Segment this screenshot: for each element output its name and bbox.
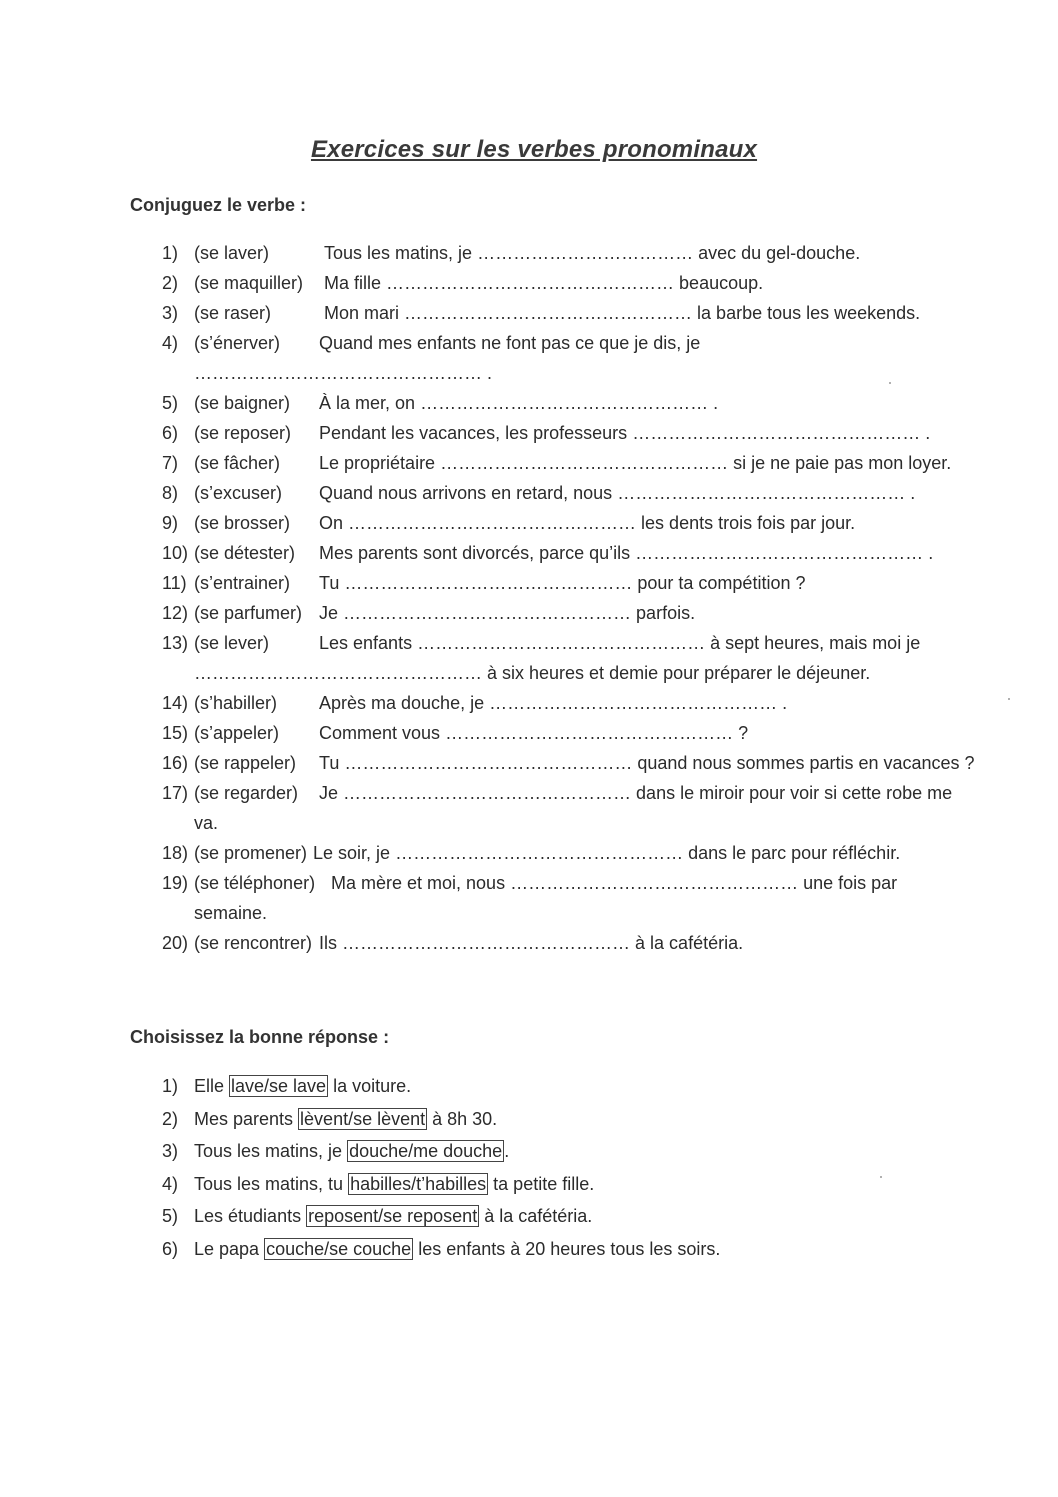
item-sentence xyxy=(324,300,920,326)
item-number: 3) xyxy=(162,303,179,323)
scan-speck xyxy=(880,1176,882,1178)
item-verb: (se rappeler) xyxy=(194,753,297,773)
item-number: 8) xyxy=(162,483,179,503)
answer-blank[interactable]: ………………………………………… xyxy=(343,603,632,623)
item-sentence xyxy=(319,330,700,356)
sentence-after: la barbe tous les weekends. xyxy=(697,303,921,323)
sentence-before: Tous les matins, je xyxy=(324,243,473,263)
sentence-before: Tous les matins, je xyxy=(194,1141,348,1161)
item-number: 18) xyxy=(162,843,189,863)
item-number: 4) xyxy=(162,333,179,353)
choice-box[interactable]: couche/se couche xyxy=(266,1238,412,1259)
answer-blank[interactable]: ………………………………………… xyxy=(420,393,709,413)
sentence-continuation[interactable]: ………………………………………… à six heures et demie pour préparer le déjeuner. xyxy=(194,663,871,683)
sentence-after: ? xyxy=(738,723,749,743)
item-number: 20) xyxy=(162,933,189,953)
item-sentence xyxy=(319,390,718,416)
answer-blank[interactable]: ………………………………………… xyxy=(344,753,633,773)
item-verb: (se rencontrer) xyxy=(194,933,313,953)
answer-blank[interactable]: ………………………………………… xyxy=(445,723,734,743)
sentence-after: pour ta compétition ? xyxy=(637,573,806,593)
item-number: 13) xyxy=(162,633,189,653)
item-sentence xyxy=(331,870,897,896)
answer-blank[interactable]: ………………………………………… xyxy=(617,483,906,503)
item-sentence xyxy=(319,540,933,566)
item-sentence xyxy=(313,840,900,866)
item-verb: (se regarder) xyxy=(194,783,299,803)
sentence-before: Je xyxy=(319,783,339,803)
item-number: 6) xyxy=(162,423,179,443)
item-verb: (se parfumer) xyxy=(194,603,303,623)
sentence-before: Je xyxy=(319,603,339,623)
sentence-after: . xyxy=(928,543,934,563)
sentence-before: Tous les matins, tu xyxy=(194,1173,349,1194)
item-sentence xyxy=(319,750,975,776)
sentence-before: Elle xyxy=(194,1076,230,1096)
item-sentence xyxy=(319,510,855,536)
scan-speck xyxy=(1008,698,1010,700)
item-sentence xyxy=(324,270,763,296)
sentence-before: Tu xyxy=(319,573,340,593)
item-sentence xyxy=(319,930,743,956)
sentence-after: . xyxy=(925,423,931,443)
item-number: 7) xyxy=(162,453,179,473)
item-verb: (se promener) xyxy=(194,843,308,863)
sentence-before: Les enfants xyxy=(319,633,413,653)
sentence-after: dans le miroir pour voir si cette robe me xyxy=(636,783,953,803)
item-verb: (s’entrainer) xyxy=(194,573,291,593)
answer-blank[interactable]: ………………………………………… xyxy=(440,453,729,473)
sentence-after: parfois. xyxy=(636,603,696,623)
sentence-after: avec du gel-douche. xyxy=(698,243,861,263)
item-number: 5) xyxy=(162,1206,179,1226)
item-number: 14) xyxy=(162,693,189,713)
sentence-before: Après ma douche, je xyxy=(319,693,485,713)
sentence-after: . xyxy=(504,1141,510,1161)
item-verb: (se maquiller) xyxy=(194,273,304,293)
sentence-before: Ma mère et moi, nous xyxy=(331,873,506,893)
sentence-before: On xyxy=(319,513,344,533)
sentence-before: Ma fille xyxy=(324,273,382,293)
item-verb: (se détester) xyxy=(194,543,296,563)
choice-box[interactable]: douche/me douche xyxy=(349,1141,503,1161)
item-number: 12) xyxy=(162,603,189,623)
item-sentence xyxy=(194,1235,720,1263)
item-sentence xyxy=(319,780,952,806)
answer-blank[interactable]: ………………………………………… xyxy=(348,513,637,533)
item-sentence xyxy=(319,690,787,716)
sentence-after: dans le parc pour réfléchir. xyxy=(688,843,901,863)
item-verb: (se téléphoner) xyxy=(194,873,316,893)
sentence-after: une fois par xyxy=(803,873,898,893)
sentence-after: quand nous sommes partis en vacances ? xyxy=(637,753,975,773)
sentence-after: à 8h 30. xyxy=(427,1108,498,1129)
item-number: 3) xyxy=(162,1141,179,1161)
item-verb: (se fâcher) xyxy=(194,453,281,473)
item-sentence xyxy=(319,450,951,476)
sentence-before: Mes parents xyxy=(194,1108,299,1129)
sentence-after: . xyxy=(713,393,719,413)
sentence-before: Les étudiants xyxy=(194,1206,307,1226)
answer-blank[interactable]: ………………………………………… xyxy=(386,273,675,293)
sentence-before: Ils xyxy=(319,933,337,953)
item-verb: (s’excuser) xyxy=(194,483,283,503)
page-title: Exercices sur les verbes pronominaux xyxy=(310,136,758,163)
sentence-after: les enfants à 20 heures tous les soirs. xyxy=(413,1238,721,1259)
sentence-before: Le soir, je xyxy=(313,843,391,863)
sentence-before: Comment vous xyxy=(319,723,441,743)
choice-box[interactable]: lèvent/se lèvent xyxy=(300,1108,426,1129)
section-heading-conjugate: Conjuguez le verbe : xyxy=(130,195,307,215)
sentence-after: les dents trois fois par jour. xyxy=(641,513,856,533)
sentence-before: Pendant les vacances, les professeurs xyxy=(319,423,628,443)
item-verb: (s’énerver) xyxy=(194,333,281,353)
sentence-after: à la cafétéria. xyxy=(635,933,744,953)
sentence-after: . xyxy=(782,693,788,713)
scan-speck xyxy=(889,382,891,384)
sentence-before: Le papa xyxy=(194,1238,265,1259)
item-sentence xyxy=(319,570,805,596)
item-sentence xyxy=(319,420,930,446)
answer-blank[interactable]: ……………………………… xyxy=(477,243,694,263)
item-number: 5) xyxy=(162,393,179,413)
sentence-before: Le propriétaire xyxy=(319,453,436,473)
item-verb: (s’appeler) xyxy=(194,723,280,743)
item-sentence xyxy=(194,1202,592,1230)
choice-box[interactable]: reposent/se reposent xyxy=(308,1206,478,1226)
item-verb: (se raser) xyxy=(194,303,272,323)
answer-blank[interactable]: ………………………………………… xyxy=(417,633,706,653)
answer-blank[interactable]: ………………………………………… xyxy=(632,423,921,443)
item-number: 17) xyxy=(162,783,189,803)
item-sentence xyxy=(194,1170,594,1198)
item-number: 6) xyxy=(162,1238,179,1259)
sentence-after: la voiture. xyxy=(328,1076,412,1096)
choice-box[interactable]: lave/se lave xyxy=(231,1076,327,1096)
choice-box[interactable]: habilles/t’habilles xyxy=(350,1173,487,1194)
answer-blank[interactable]: ………………………………………… xyxy=(404,303,693,323)
item-sentence xyxy=(319,600,695,626)
item-sentence xyxy=(194,1072,411,1100)
sentence-before: Quand nous arrivons en retard, nous xyxy=(319,483,613,503)
sentence-after: ta petite fille. xyxy=(488,1173,595,1194)
item-number: 19) xyxy=(162,873,189,893)
item-number: 4) xyxy=(162,1173,179,1194)
item-number: 10) xyxy=(162,543,189,563)
sentence-after: à la cafétéria. xyxy=(479,1206,593,1226)
item-sentence xyxy=(324,240,860,266)
sentence-continuation[interactable]: semaine. xyxy=(194,903,268,923)
item-number: 1) xyxy=(162,1076,179,1096)
answer-blank[interactable]: ………………………………………… xyxy=(342,933,631,953)
item-sentence xyxy=(319,630,920,656)
item-verb: (se baigner) xyxy=(194,393,291,413)
sentence-before: À la mer, on xyxy=(319,393,416,413)
item-number: 2) xyxy=(162,1108,179,1129)
sentence-after: à sept heures, mais moi je xyxy=(710,633,921,653)
item-verb: (se laver) xyxy=(194,243,270,263)
sentence-before: Mon mari xyxy=(324,303,400,323)
item-number: 11) xyxy=(162,573,187,593)
item-number: 16) xyxy=(162,753,189,773)
item-sentence xyxy=(194,1137,509,1165)
answer-blank[interactable]: ………………………………………… xyxy=(489,693,778,713)
item-verb: (se reposer) xyxy=(194,423,292,443)
answer-blank[interactable]: ………………………………………… xyxy=(395,843,684,863)
item-verb: (s’habiller) xyxy=(194,693,278,713)
item-sentence xyxy=(319,480,915,506)
item-sentence xyxy=(194,1105,497,1133)
item-number: 9) xyxy=(162,513,179,533)
sentence-continuation[interactable]: ………………………………………… . xyxy=(194,363,493,383)
item-number: 15) xyxy=(162,723,189,743)
item-number: 1) xyxy=(162,243,179,263)
item-verb: (se lever) xyxy=(194,633,270,653)
answer-blank[interactable]: ………………………………………… xyxy=(344,573,633,593)
sentence-before: Quand mes enfants ne font pas ce que je dis, je xyxy=(319,333,701,353)
sentence-before: Tu xyxy=(319,753,340,773)
answer-blank[interactable]: ………………………………………… xyxy=(343,783,632,803)
answer-blank[interactable]: ………………………………………… xyxy=(510,873,799,893)
section-heading-choose: Choisissez la bonne réponse : xyxy=(130,1027,390,1047)
item-verb: (se brosser) xyxy=(194,513,291,533)
sentence-before: Mes parents sont divorcés, parce qu’ils xyxy=(319,543,631,563)
sentence-after: si je ne paie pas mon loyer. xyxy=(733,453,952,473)
sentence-after: . xyxy=(910,483,916,503)
sentence-continuation[interactable]: va. xyxy=(194,813,219,833)
sentence-after: beaucoup. xyxy=(679,273,764,293)
item-number: 2) xyxy=(162,273,179,293)
answer-blank[interactable]: ………………………………………… xyxy=(635,543,924,563)
item-sentence xyxy=(319,720,748,746)
